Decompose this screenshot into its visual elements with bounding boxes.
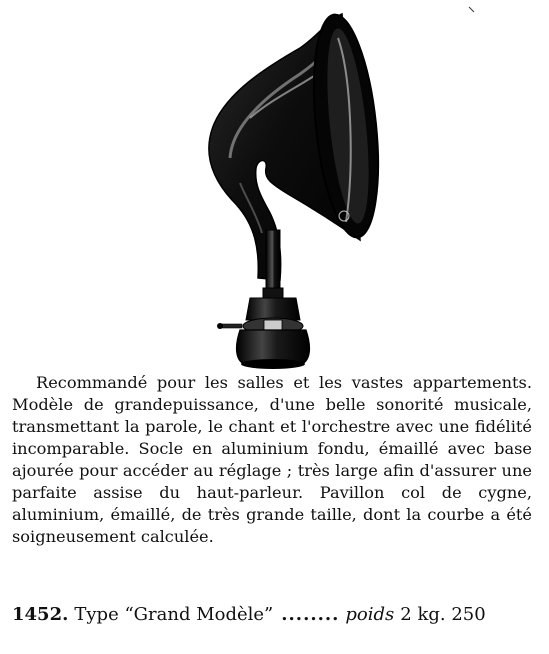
catalog-number: 1452. bbox=[12, 604, 69, 625]
weight-label: poids bbox=[345, 604, 395, 625]
leader-dots: ........ bbox=[281, 604, 340, 625]
catalog-entry bbox=[12, 603, 532, 627]
horn-loudspeaker-icon bbox=[170, 8, 390, 370]
weight-value: 2 kg. 250 bbox=[400, 604, 486, 625]
product-description: Recommandé pour les salles et les vastes appartements. Modèle de grandepuissance, d'une belle sonorité musicale, transmettant la parole, le chant et l'orchestre avec une fidélité incomparable. Socle en aluminium fondu, émaillé avec base ajourée pour accéder au réglage ; très large afin d'assurer une parfaite assise du haut-parleur. Pavillon col de cygne, aluminium, émaillé, de très grande taille, dont la courbe a été soigneusement calculée. bbox=[12, 373, 532, 546]
model-type: Type “Grand Modèle” bbox=[74, 604, 274, 625]
print-speck bbox=[468, 6, 476, 14]
